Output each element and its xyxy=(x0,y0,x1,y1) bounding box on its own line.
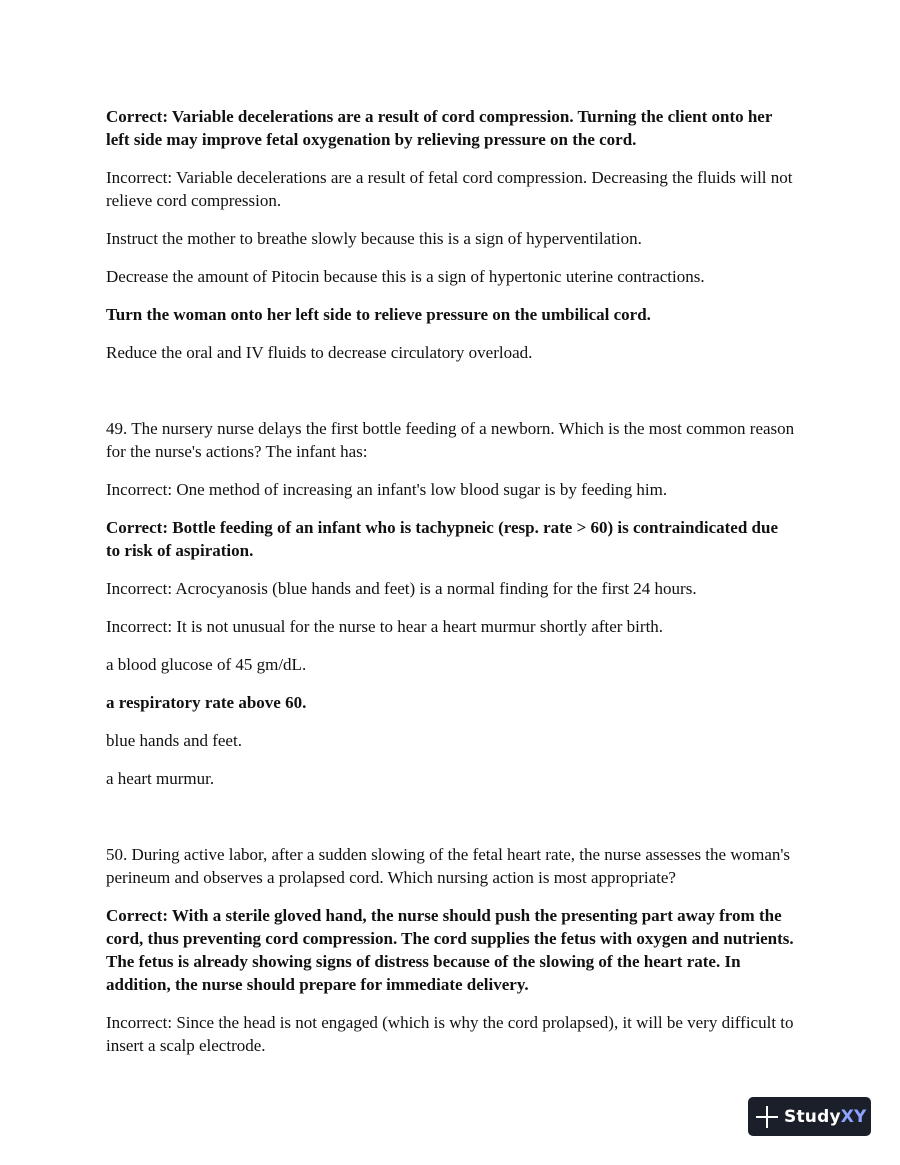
answer-paragraph-bold: Correct: Bottle feeding of an infant who is tachypneic (resp. rate > 60) is contraindicated due to risk of aspiration. xyxy=(106,518,778,560)
answer-paragraph: Decrease the amount of Pitocin because this is a sign of hypertonic uterine contractions. xyxy=(106,267,705,286)
answer-paragraph: a blood glucose of 45 gm/dL. xyxy=(106,655,307,674)
answer-paragraph: a heart murmur. xyxy=(106,769,215,788)
section-gap xyxy=(106,805,796,843)
section-gap xyxy=(106,379,796,417)
question-section xyxy=(106,417,796,790)
plus-icon xyxy=(756,1106,778,1128)
answer-paragraph-bold: Turn the woman onto her left side to relieve pressure on the umbilical cord. xyxy=(106,305,651,324)
answer-paragraph: blue hands and feet. xyxy=(106,731,242,750)
answer-paragraph: Incorrect: Since the head is not engaged (which is why the cord prolapsed), it will be very difficult to insert a scalp electrode. xyxy=(106,1013,794,1055)
answer-paragraph-bold: Correct: With a sterile gloved hand, the nurse should push the presenting part away from the cord, thus preventing cord compression. The cord supplies the fetus with oxygen and nutrients. The fetus is already showing signs of distress because of the slowing of the heart rate. In addition, the nurse should prepare for immediate delivery. xyxy=(106,906,794,994)
answer-paragraph-bold: Correct: Variable decelerations are a result of cord compression. Turning the client onto her left side may improve fetal oxygenation by relieving pressure on the cord. xyxy=(106,107,773,149)
answer-paragraph: Incorrect: Acrocyanosis (blue hands and feet) is a normal finding for the first 24 hours. xyxy=(106,579,697,598)
answer-paragraph: Incorrect: Variable decelerations are a result of fetal cord compression. Decreasing the fluids will not relieve cord compression. xyxy=(106,168,793,210)
brand-name-main: Study xyxy=(784,1106,841,1127)
answer-paragraph: 49. The nursery nurse delays the first bottle feeding of a newborn. Which is the most common reason for the nurse's actions? The infant has: xyxy=(106,419,795,461)
question-section xyxy=(106,105,796,364)
answer-paragraph: Reduce the oral and IV fluids to decrease circulatory overload. xyxy=(106,343,533,362)
answer-paragraph: 50. During active labor, after a sudden slowing of the fetal heart rate, the nurse assesses the woman's perineum and observes a prolapsed cord. Which nursing action is most appropriate? xyxy=(106,845,791,887)
document-page xyxy=(106,105,796,1072)
question-section xyxy=(106,843,796,1057)
brand-logo xyxy=(784,1107,867,1127)
brand-name-accent: XY xyxy=(840,1106,867,1127)
studyxy-badge[interactable] xyxy=(748,1097,871,1136)
answer-paragraph: Incorrect: One method of increasing an infant's low blood sugar is by feeding him. xyxy=(106,480,668,499)
answer-paragraph-bold: a respiratory rate above 60. xyxy=(106,693,307,712)
answer-paragraph: Instruct the mother to breathe slowly because this is a sign of hyperventilation. xyxy=(106,229,642,248)
answer-paragraph: Incorrect: It is not unusual for the nurse to hear a heart murmur shortly after birth. xyxy=(106,617,664,636)
